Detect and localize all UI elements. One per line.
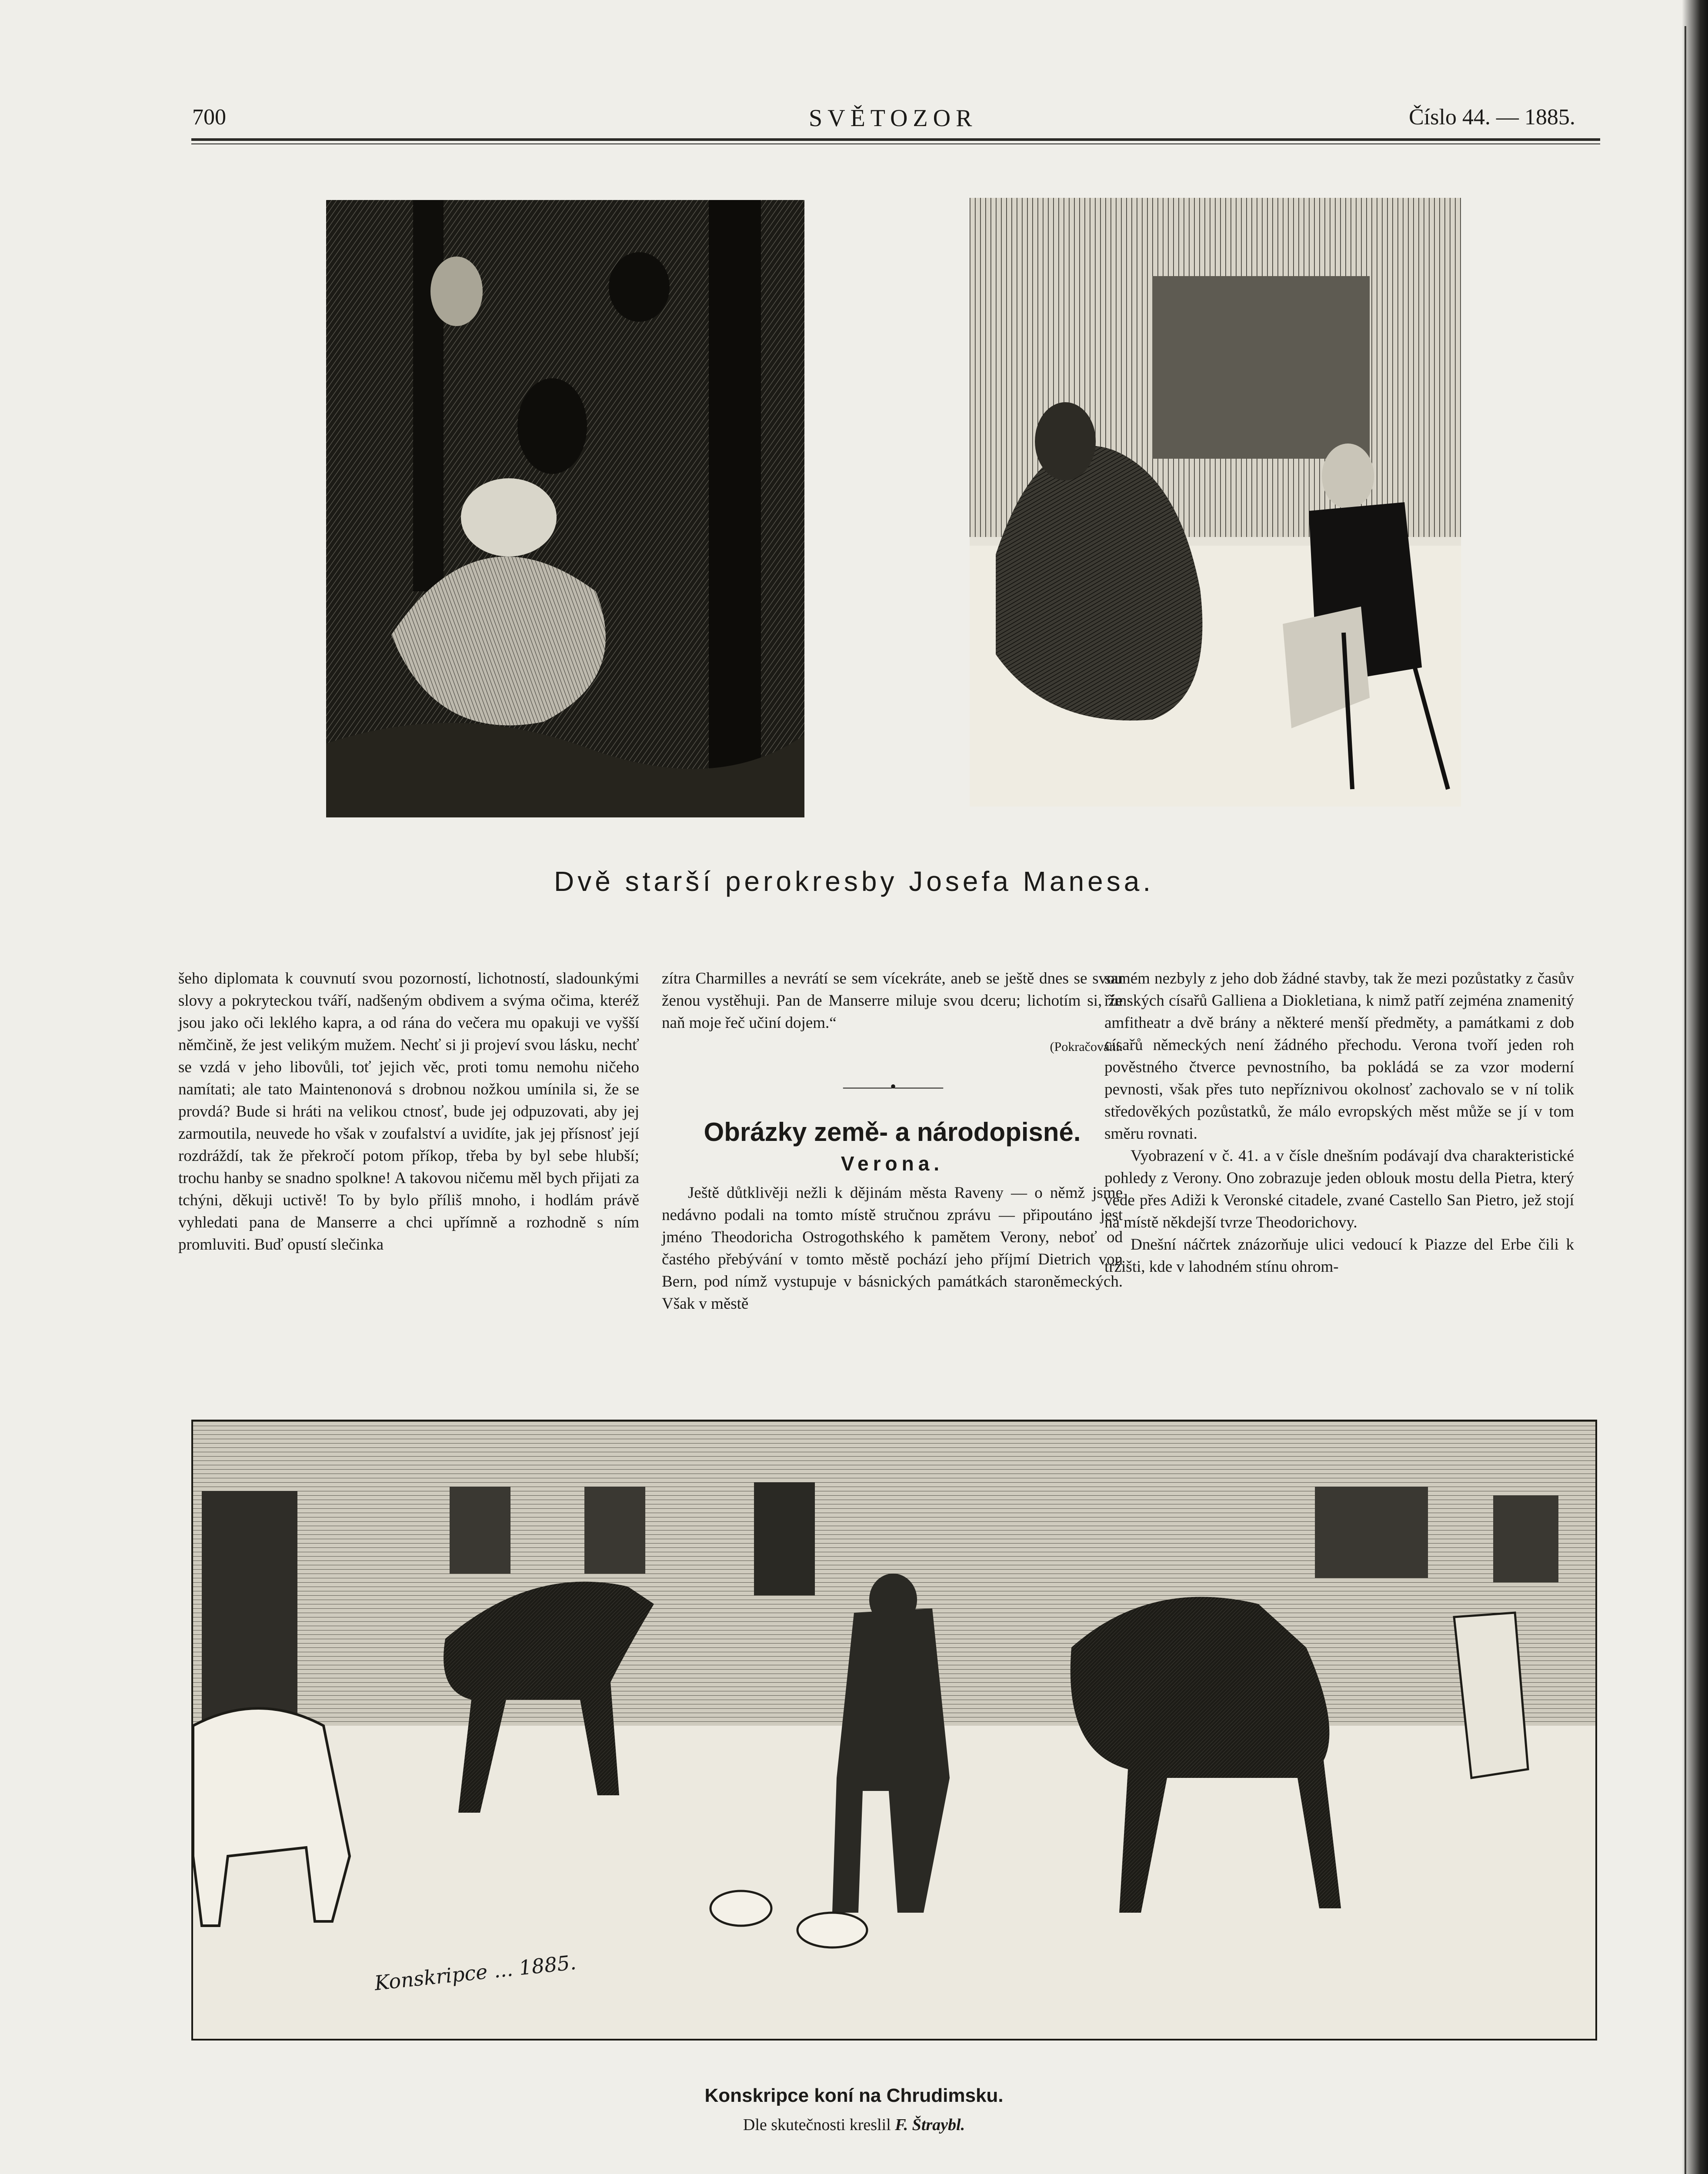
section-title: Obrázky země- a národopisné.: [704, 1117, 1081, 1147]
header-rule-thin: [191, 143, 1600, 144]
illustration-horse-conscription: [191, 1420, 1597, 2041]
illustration-interior-scene: [970, 198, 1461, 807]
page-number: 700: [192, 105, 226, 130]
column-2-paragraph-2: Ještě důtklivěji nežli k dějinám města Raveny — o němž jsme nedávno podali na tomto místě stručnou zprávu — připoutáno jest jméno Theodoricha Ostrogothského k pamětem Verony, neboť od častého přebývání v tomto městě pochází jeho příjmí Dietrich von Bern, pod nímž vystupuje v básnických památkách staroněmeckých. Však v městě: [662, 1184, 1123, 1313]
continuation-note: (Pokračování.: [1050, 1040, 1123, 1054]
bottom-illustration-caption: Konskripce koní na Chrudimsku.: [704, 2085, 1004, 2106]
credit-prefix: Dle skutečnosti kreslil: [743, 2116, 891, 2134]
column-1-text: šeho diplomata k couvnutí svou pozorností, lichotností, sladounkými slovy a pokryteckou tváří, nadšeným obdivem a svýma očima, kteréž jsou jako oči leklého kapra, a od rána do večera mu opakuji ve vyšší němčině, že jest velikým mužem. Nechť si ji projeví svou lásku, nechť se vzdá v jeho libovůli, toť jejich věc, proti tomu nemohu ničeho namítati; ale tato Maintenonová s drobnou nožkou umínila si, že se provdá? Bude si hráti na velikou ctnosť, bude jej odpuzovati, aby jej zarmoutila, neuvede ho však v zoufalství a uvidíte, jak jej přísnosť její rozdráždí, tak že překročí potom příkop, třeba by byl sebe hlubší; trochu hanby se snadno spolkne! A takovou ničemu měl bych přijati za tchýni, děkuji uctivě! To by bylo příliš mnoho, i hodlám právě vyhledati pana de Manserre a chci upřímně a rozhodně s ním promluviti. Buď opustí slečinka: [178, 970, 639, 1254]
text-column-1: [178, 967, 639, 1256]
section-subtitle: Verona.: [841, 1152, 944, 1175]
text-column-3: [1104, 967, 1574, 1278]
section-divider-ornament: ———•———: [843, 1077, 941, 1096]
credit-artist: F. Štraybl.: [895, 2116, 965, 2134]
header-rule: [191, 138, 1600, 141]
column-3-paragraph-2: Vyobrazení v č. 41. a v čísle dnešním podávají dva charakteristické pohledy z Verony. Ono zobrazuje jeden oblouk mostu della Pietra, který vede přes Adiži k Veronské citadele, zvané Castello San Pietro, jež stojí na místě někdejší tvrze Theodorichovy.: [1104, 1147, 1574, 1231]
artist-signature: Konskripce ... 1885.: [373, 1950, 577, 1995]
text-column-2: [662, 967, 1123, 1315]
column-2-paragraph-1: zítra Charmilles a nevrátí se sem vícekráte, aneb se ještě dnes se svou ženou vystěhuji. Pan de Manserre miluje svou dceru; lichotím si, že naň moje řeč učiní dojem.“: [662, 970, 1123, 1032]
top-illustrations-caption: Dvě starší perokresby Josefa Manesa.: [554, 866, 1154, 897]
illustration-forest-scene: [326, 200, 804, 817]
bottom-illustration-credit: [0, 2115, 1708, 2134]
column-3-paragraph-3: Dnešní náčrtek znázorňuje ulici vedoucí k Piazze del Erbe čili k tržišti, kde v lahodném stínu ohrom-: [1104, 1236, 1574, 1276]
column-3-paragraph-1: samém nezbyly z jeho dob žádné stavby, tak že mezi pozůstatky z časův římských císařů Galliena a Diokletiana, k nimž patří zejména znamenitý amfitheatr a dvě brány a některé menší předměty, a památkami z dob císařů německých není žádného přechodu. Verona tvoří jeden roh pověstného čtverce pevnostního, ba pokládá se za vzor moderní pevnosti, však přes tuto nepříznivou okolnosť zachovalo se v ní tolik středověkých pozůstatků, že málo evropských měst může se jí v tom směru rovnati.: [1104, 970, 1574, 1143]
page-edge-line: [1685, 26, 1686, 2174]
issue-number: Číslo 44. — 1885.: [1409, 105, 1575, 130]
journal-title: SVĚTOZOR: [809, 105, 977, 132]
